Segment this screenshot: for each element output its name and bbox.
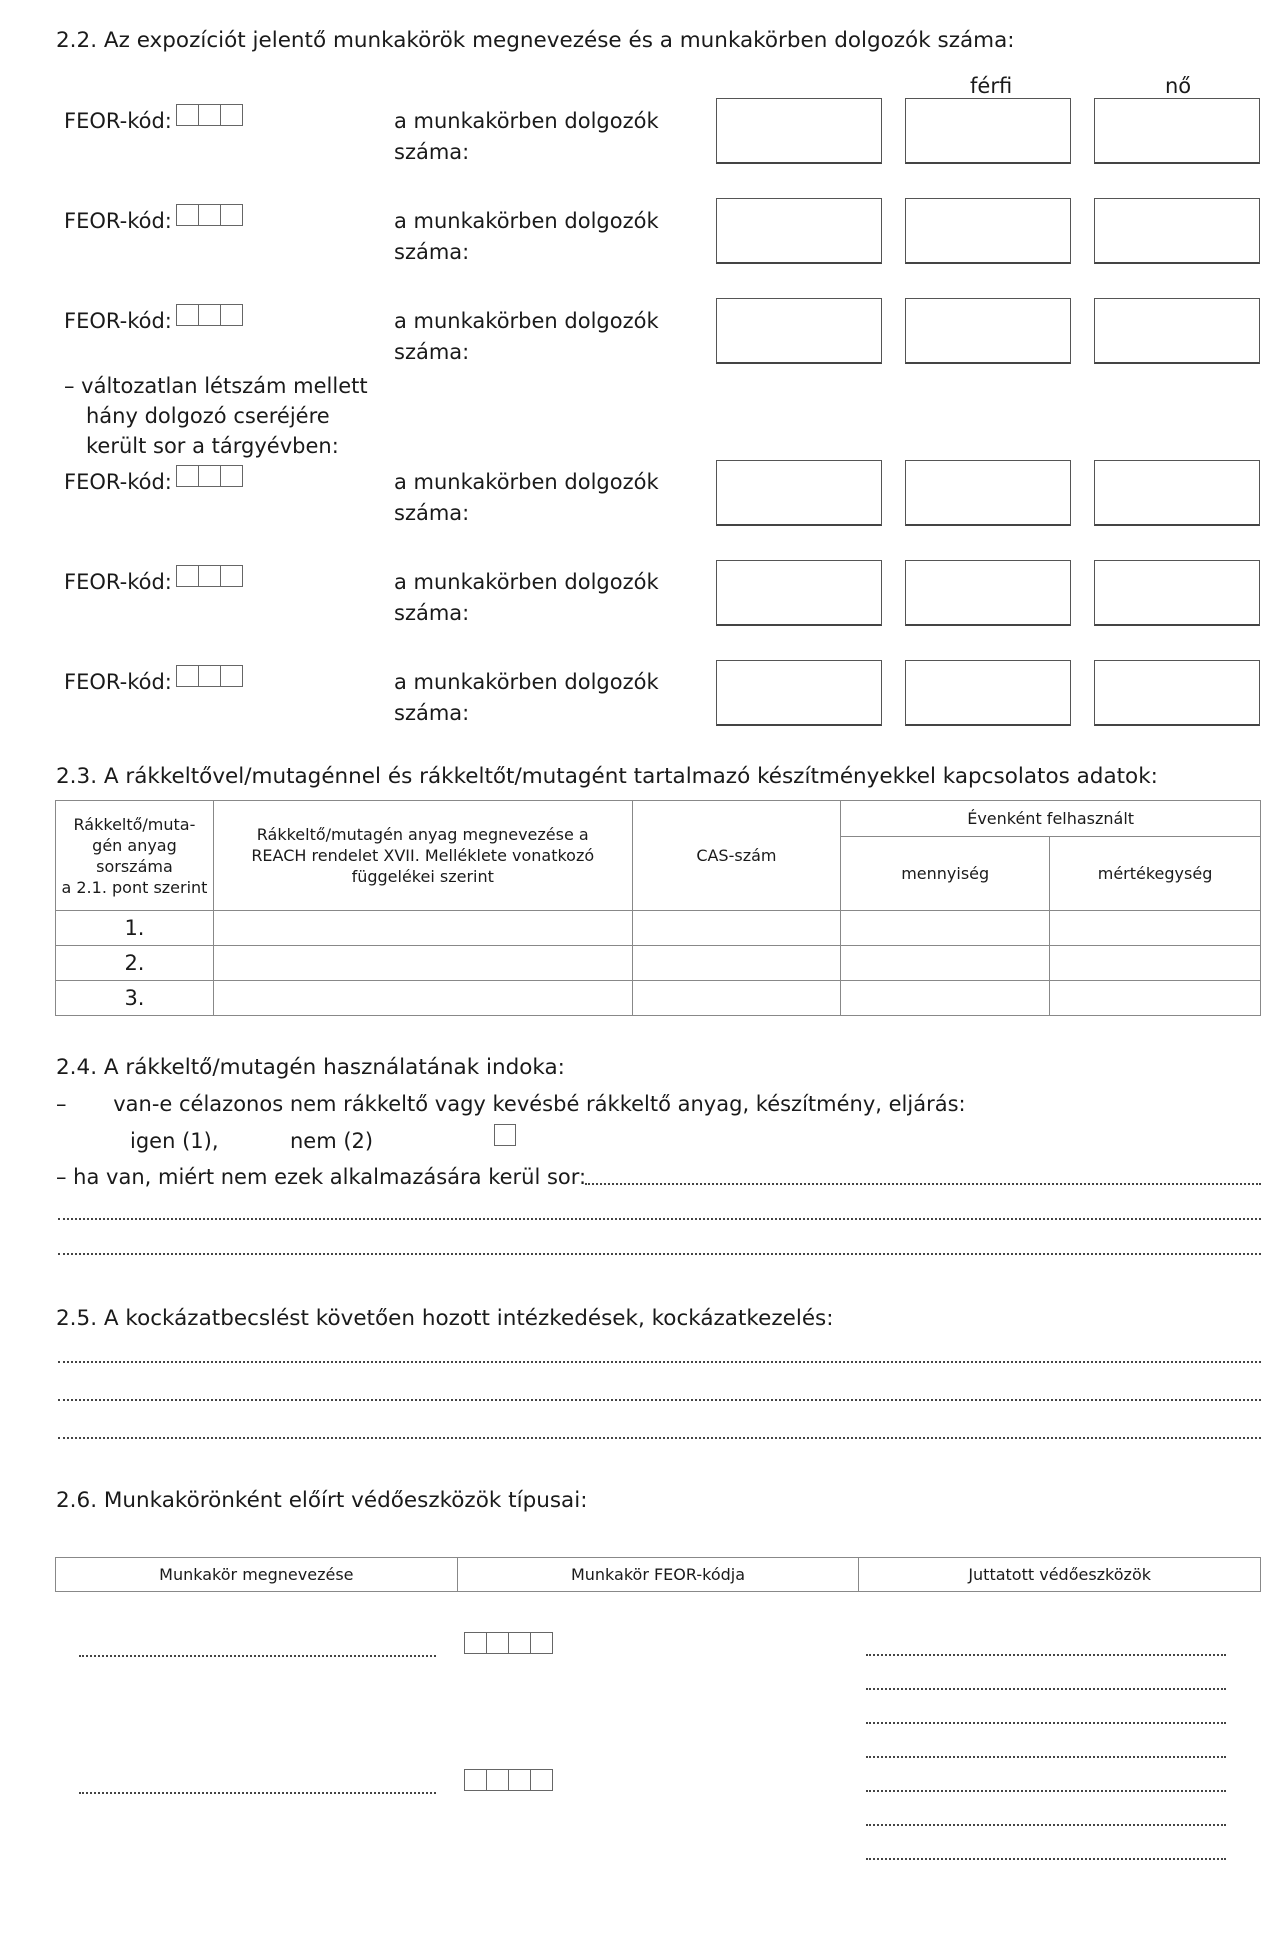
section-26-title: 2.6. Munkakörönként előírt védőeszközök típusai: [56,1488,588,1513]
male-count-box[interactable] [905,298,1071,364]
feor-label: FEOR-kód: [64,570,172,594]
cas-number-cell[interactable] [632,981,841,1016]
substance-name-cell[interactable] [213,981,632,1016]
total-count-box[interactable] [716,660,882,726]
job-name-line[interactable] [79,1792,436,1794]
total-count-box[interactable] [716,198,882,264]
replacement-note-2: hány dolgozó cseréjére [86,404,330,428]
count-label: a munkakörben dolgozók [394,209,659,233]
answer-checkbox[interactable] [494,1124,516,1146]
count-label: a munkakörben dolgozók [394,670,659,694]
total-count-box[interactable] [716,560,882,626]
feor-label: FEOR-kód: [64,670,172,694]
unit-cell[interactable] [1050,981,1261,1016]
female-count-box[interactable] [1094,460,1260,526]
protective-equipment-table [55,1557,1261,1592]
feor-label: FEOR-kód: [64,109,172,133]
feor-code-boxes[interactable] [176,565,242,587]
female-count-box[interactable] [1094,198,1260,264]
feor-label: FEOR-kód: [64,209,172,233]
header-substance-name: Rákkeltő/mutagén anyag megnevezése a REACH rendelet XVII. Melléklete vonatkozó függelékei szerint [213,801,632,911]
male-count-box[interactable] [905,198,1071,264]
replacement-note-3: került sor a tárgyévben: [86,434,339,458]
answer-line[interactable] [58,1361,1261,1363]
section-24-title: 2.4. A rákkeltő/mutagén használatának indoka: [56,1055,565,1080]
answer-line[interactable] [58,1437,1261,1439]
row-number: 1. [56,911,214,946]
unit-cell[interactable] [1050,911,1261,946]
column-header-no: nő [1165,74,1192,98]
feor-label: FEOR-kód: [64,309,172,333]
answer-line[interactable] [58,1253,1261,1255]
total-count-box[interactable] [716,298,882,364]
equipment-line[interactable] [866,1790,1226,1792]
count-label-2: száma: [394,240,470,264]
total-count-box[interactable] [716,98,882,164]
section-22-title: 2.2. Az expozíciót jelentő munkakörök megnevezése és a munkakörben dolgozók száma: [56,28,1015,53]
followup-question: – ha van, miért nem ezek alkalmazására kerül sor: [56,1165,587,1189]
count-label-2: száma: [394,140,470,164]
header-annual-usage: Évenként felhasznált [841,801,1261,837]
equipment-line[interactable] [866,1654,1226,1656]
feor-code-boxes[interactable] [464,1769,552,1791]
job-name-line[interactable] [79,1655,436,1657]
replacement-note: – változatlan létszám mellett [64,374,368,398]
female-count-box[interactable] [1094,660,1260,726]
count-label: a munkakörben dolgozók [394,309,659,333]
female-count-box[interactable] [1094,298,1260,364]
substance-name-cell[interactable] [213,946,632,981]
option-no-label: nem (2) [290,1129,374,1153]
equipment-line[interactable] [866,1722,1226,1724]
feor-code-boxes[interactable] [176,204,242,226]
female-count-box[interactable] [1094,98,1260,164]
row-number: 3. [56,981,214,1016]
total-count-box[interactable] [716,460,882,526]
count-label-2: száma: [394,501,470,525]
count-label: a munkakörben dolgozók [394,109,659,133]
count-label: a munkakörben dolgozók [394,570,659,594]
quantity-cell[interactable] [841,981,1050,1016]
feor-code-boxes[interactable] [176,304,242,326]
section-25-title: 2.5. A kockázatbecslést követően hozott intézkedések, kockázatkezelés: [56,1306,834,1331]
answer-line[interactable] [58,1399,1261,1401]
count-label: a munkakörben dolgozók [394,470,659,494]
answer-line[interactable] [58,1218,1261,1220]
option-yes-label: igen (1), [130,1129,219,1153]
feor-code-boxes[interactable] [176,665,242,687]
header-unit: mértékegység [1050,837,1261,911]
header-job-name: Munkakör megnevezése [56,1558,458,1592]
female-count-box[interactable] [1094,560,1260,626]
equipment-line[interactable] [866,1824,1226,1826]
male-count-box[interactable] [905,460,1071,526]
count-label-2: száma: [394,340,470,364]
equipment-line[interactable] [866,1756,1226,1758]
substance-name-cell[interactable] [213,911,632,946]
substance-table [55,800,1261,1016]
cas-number-cell[interactable] [632,911,841,946]
feor-code-boxes[interactable] [176,465,242,487]
count-label-2: száma: [394,601,470,625]
feor-label: FEOR-kód: [64,470,172,494]
count-label-2: száma: [394,701,470,725]
table-row [56,911,1261,946]
quantity-cell[interactable] [841,911,1050,946]
section-23-title: 2.3. A rákkeltővel/mutagénnel és rákkeltőt/mutagént tartalmazó készítményekkel kapcsolatos adatok: [56,764,1158,789]
equipment-line[interactable] [866,1858,1226,1860]
header-job-feor: Munkakör FEOR-kódja [457,1558,859,1592]
header-cas-number: CAS-szám [632,801,841,911]
male-count-box[interactable] [905,98,1071,164]
cas-number-cell[interactable] [632,946,841,981]
feor-code-boxes[interactable] [176,104,242,126]
unit-cell[interactable] [1050,946,1261,981]
equipment-line[interactable] [866,1688,1226,1690]
header-equipment: Juttatott védőeszközök [859,1558,1261,1592]
answer-line[interactable] [585,1183,1261,1185]
table-row [56,946,1261,981]
row-number: 2. [56,946,214,981]
column-header-ferfi: férfi [970,74,1013,98]
table-row [56,981,1261,1016]
header-serial: Rákkeltő/muta- gén anyag sorszáma a 2.1. pont szerint [56,801,214,911]
feor-code-boxes[interactable] [464,1632,552,1654]
male-count-box[interactable] [905,660,1071,726]
alternative-question: – van-e célazonos nem rákkeltő vagy kevésbé rákkeltő anyag, készítmény, eljárás: [56,1092,966,1116]
male-count-box[interactable] [905,560,1071,626]
quantity-cell[interactable] [841,946,1050,981]
header-quantity: mennyiség [841,837,1050,911]
